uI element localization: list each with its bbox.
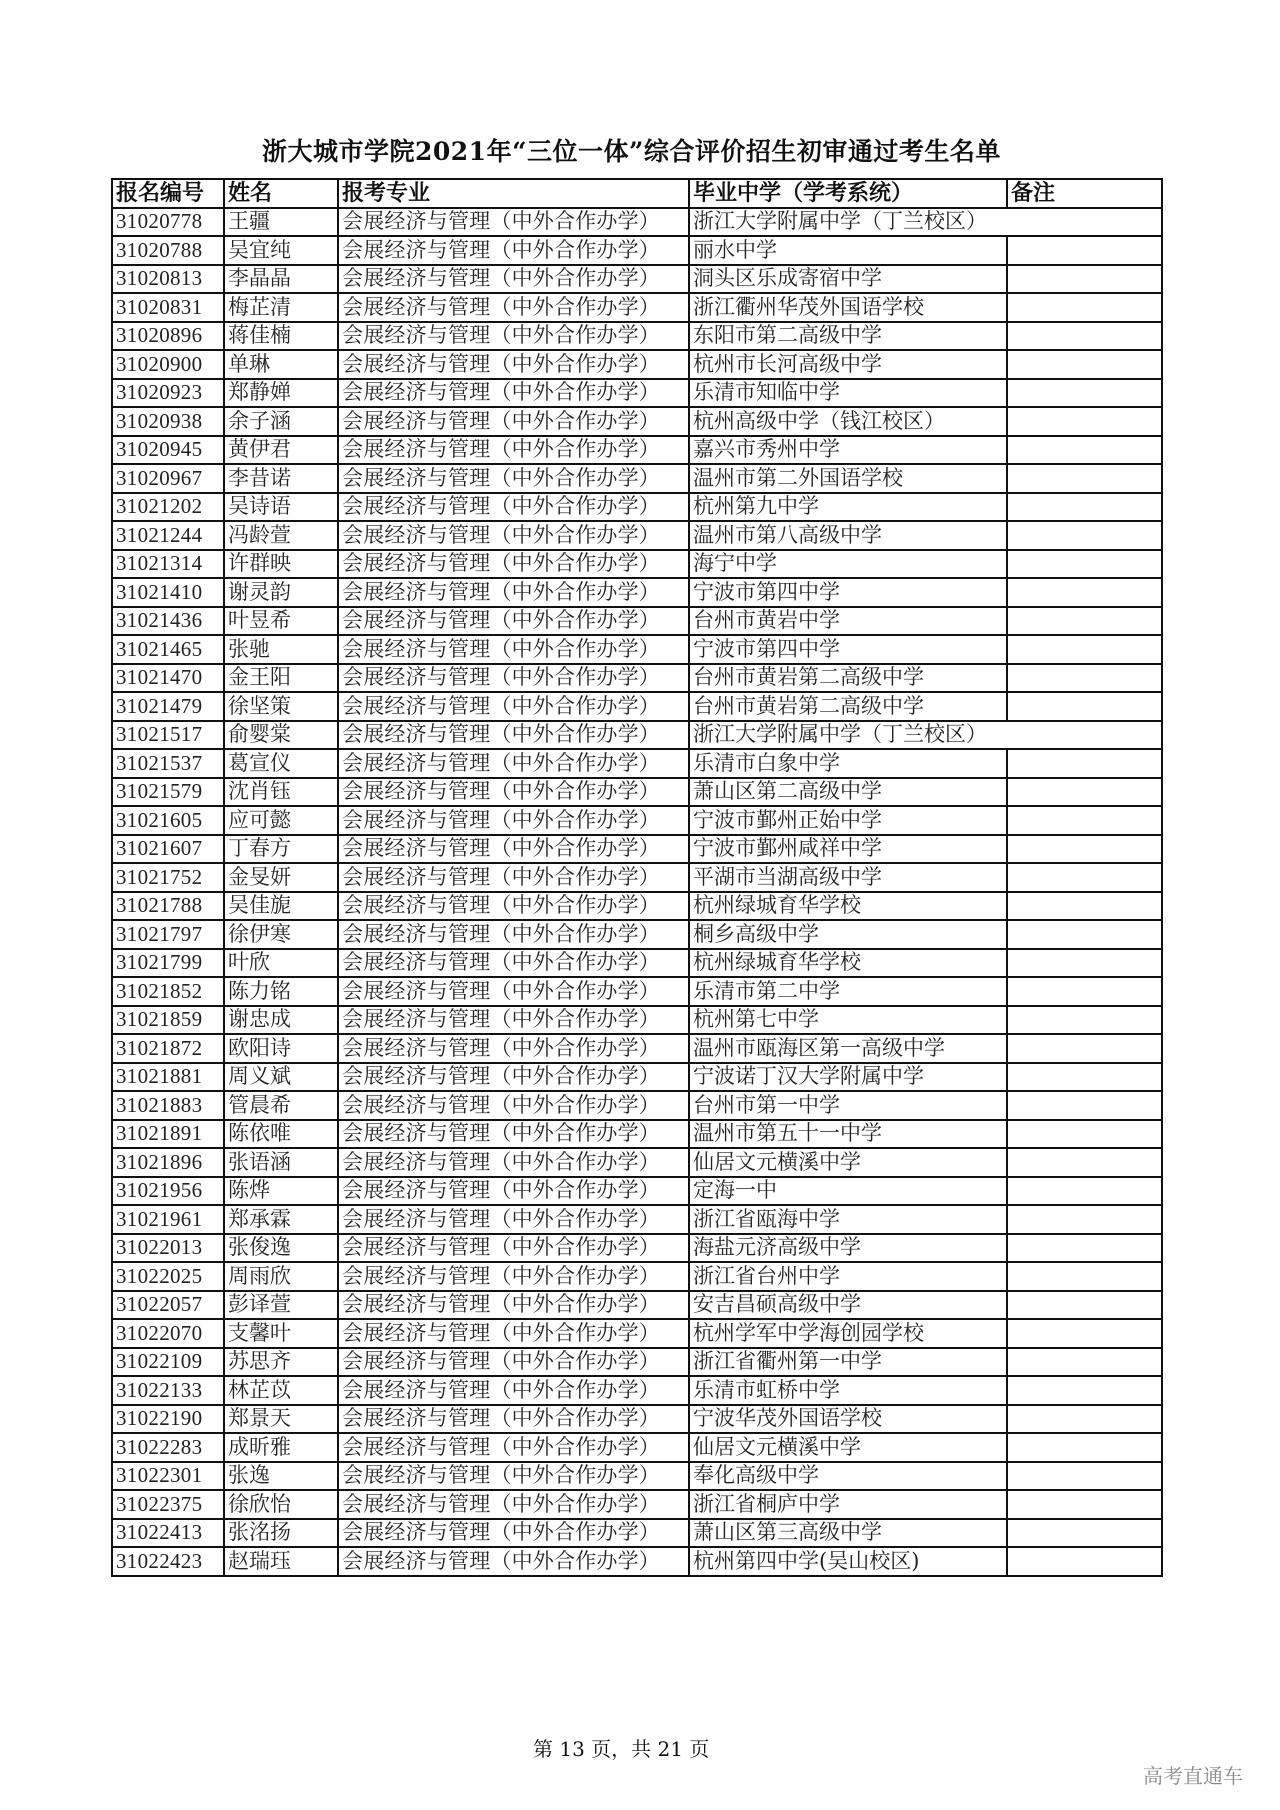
cell-id: 31021881 (112, 1063, 224, 1092)
header-school: 毕业中学（学考系统） (689, 179, 1007, 208)
cell-id: 31021579 (112, 778, 224, 807)
cell-name: 余子涵 (224, 407, 338, 436)
table-row (112, 1205, 1162, 1234)
cell-school: 乐清市知临中学 (689, 379, 1007, 408)
cell-major: 会展经济与管理（中外合作办学） (338, 778, 689, 807)
cell-school: 杭州学军中学海创园学校 (689, 1319, 1007, 1348)
table-row (112, 350, 1162, 379)
cell-id: 31022375 (112, 1490, 224, 1519)
cell-school: 萧山区第三高级中学 (689, 1519, 1007, 1548)
cell-school: 东阳市第二高级中学 (689, 322, 1007, 351)
cell-major: 会展经济与管理（中外合作办学） (338, 607, 689, 636)
cell-id: 31022025 (112, 1262, 224, 1291)
table-row (112, 1177, 1162, 1206)
cell-school: 台州市第一中学 (689, 1091, 1007, 1120)
cell-school: 杭州绿城育华学校 (689, 892, 1007, 921)
cell-remark (1007, 1091, 1162, 1120)
cell-major: 会展经济与管理（中外合作办学） (338, 635, 689, 664)
table-row (112, 1319, 1162, 1348)
cell-remark (1007, 1319, 1162, 1348)
table-row (112, 407, 1162, 436)
cell-major: 会展经济与管理（中外合作办学） (338, 721, 689, 750)
cell-name: 叶欣 (224, 949, 338, 978)
cell-name: 林芷苡 (224, 1376, 338, 1405)
cell-id: 31021410 (112, 578, 224, 607)
cell-major: 会展经济与管理（中外合作办学） (338, 293, 689, 322)
table-row (112, 892, 1162, 921)
cell-id: 31020945 (112, 436, 224, 465)
table-row (112, 977, 1162, 1006)
cell-school: 宁波华茂外国语学校 (689, 1405, 1007, 1434)
cell-school: 温州市瓯海区第一高级中学 (689, 1034, 1007, 1063)
cell-name: 葛宣仪 (224, 749, 338, 778)
cell-major: 会展经济与管理（中外合作办学） (338, 1234, 689, 1263)
cell-id: 31021244 (112, 521, 224, 550)
cell-major: 会展经济与管理（中外合作办学） (338, 493, 689, 522)
cell-school: 平湖市当湖高级中学 (689, 863, 1007, 892)
cell-major: 会展经济与管理（中外合作办学） (338, 236, 689, 265)
cell-remark (1007, 863, 1162, 892)
cell-name: 徐欣怡 (224, 1490, 338, 1519)
table-row (112, 208, 1162, 237)
cell-remark (1007, 1433, 1162, 1462)
table-row (112, 464, 1162, 493)
cell-major: 会展经济与管理（中外合作办学） (338, 1405, 689, 1434)
header-id: 报名编号 (112, 179, 224, 208)
table-row (112, 949, 1162, 978)
cell-school: 定海一中 (689, 1177, 1007, 1206)
cell-remark (1007, 977, 1162, 1006)
table-row (112, 1063, 1162, 1092)
cell-remark (1007, 1034, 1162, 1063)
cell-school: 温州市第五十一中学 (689, 1120, 1007, 1149)
cell-school: 浙江省桐庐中学 (689, 1490, 1007, 1519)
cell-major: 会展经济与管理（中外合作办学） (338, 436, 689, 465)
cell-remark (1007, 835, 1162, 864)
cell-school: 宁波市第四中学 (689, 578, 1007, 607)
table-row (112, 1234, 1162, 1263)
cell-remark (1007, 464, 1162, 493)
cell-school: 海宁中学 (689, 550, 1007, 579)
cell-id: 31022301 (112, 1462, 224, 1491)
cell-id: 31022057 (112, 1291, 224, 1320)
cell-major: 会展经济与管理（中外合作办学） (338, 550, 689, 579)
candidate-table (111, 178, 1163, 1577)
cell-name: 丁春方 (224, 835, 338, 864)
cell-major: 会展经济与管理（中外合作办学） (338, 1348, 689, 1377)
cell-school: 浙江衢州华茂外国语学校 (689, 293, 1007, 322)
table-row (112, 1006, 1162, 1035)
cell-id: 31020967 (112, 464, 224, 493)
cell-name: 赵瑞珏 (224, 1547, 338, 1576)
cell-remark (1007, 892, 1162, 921)
cell-name: 李昔诺 (224, 464, 338, 493)
cell-remark (1007, 236, 1162, 265)
cell-name: 成昕雅 (224, 1433, 338, 1462)
document-title: 浙大城市学院2021年“三位一体”综合评价招生初审通过考生名单 (262, 137, 1001, 166)
cell-remark (1007, 578, 1162, 607)
cell-name: 蒋佳楠 (224, 322, 338, 351)
cell-major: 会展经济与管理（中外合作办学） (338, 1034, 689, 1063)
cell-name: 张洺扬 (224, 1519, 338, 1548)
cell-major: 会展经济与管理（中外合作办学） (338, 1462, 689, 1491)
cell-name: 陈烨 (224, 1177, 338, 1206)
cell-id: 31021752 (112, 863, 224, 892)
cell-name: 郑景天 (224, 1405, 338, 1434)
table-row (112, 1490, 1162, 1519)
cell-name: 黄伊君 (224, 436, 338, 465)
cell-id: 31022013 (112, 1234, 224, 1263)
table-row (112, 578, 1162, 607)
cell-id: 31022423 (112, 1547, 224, 1576)
cell-id: 31020788 (112, 236, 224, 265)
cell-school: 浙江省瓯海中学 (689, 1205, 1007, 1234)
cell-school: 嘉兴市秀州中学 (689, 436, 1007, 465)
cell-major: 会展经济与管理（中外合作办学） (338, 835, 689, 864)
cell-id: 31021956 (112, 1177, 224, 1206)
table-row (112, 1034, 1162, 1063)
watermark: 高考直通车 (1143, 1764, 1243, 1788)
cell-major: 会展经济与管理（中外合作办学） (338, 407, 689, 436)
cell-id: 31022283 (112, 1433, 224, 1462)
cell-id: 31021788 (112, 892, 224, 921)
cell-school: 仙居文元横溪中学 (689, 1433, 1007, 1462)
cell-major: 会展经济与管理（中外合作办学） (338, 1262, 689, 1291)
cell-remark (1007, 322, 1162, 351)
cell-name: 陈力铭 (224, 977, 338, 1006)
cell-id: 31021799 (112, 949, 224, 978)
cell-remark (1007, 1462, 1162, 1491)
table-row (112, 379, 1162, 408)
cell-school: 海盐元济高级中学 (689, 1234, 1007, 1263)
table-row (112, 521, 1162, 550)
table-row (112, 749, 1162, 778)
cell-major: 会展经济与管理（中外合作办学） (338, 521, 689, 550)
table-row (112, 664, 1162, 693)
cell-major: 会展经济与管理（中外合作办学） (338, 1519, 689, 1548)
cell-id: 31021891 (112, 1120, 224, 1149)
table-row (112, 1376, 1162, 1405)
cell-school: 安吉昌硕高级中学 (689, 1291, 1007, 1320)
cell-school: 仙居文元横溪中学 (689, 1148, 1007, 1177)
cell-id: 31021470 (112, 664, 224, 693)
cell-remark (1007, 208, 1162, 237)
table-row (112, 721, 1162, 750)
cell-major: 会展经济与管理（中外合作办学） (338, 1490, 689, 1519)
table-row (112, 835, 1162, 864)
cell-name: 谢灵韵 (224, 578, 338, 607)
table-row (112, 493, 1162, 522)
cell-remark (1007, 1234, 1162, 1263)
cell-school: 乐清市虹桥中学 (689, 1376, 1007, 1405)
cell-name: 管晨希 (224, 1091, 338, 1120)
cell-major: 会展经济与管理（中外合作办学） (338, 379, 689, 408)
cell-remark (1007, 607, 1162, 636)
cell-school: 浙江大学附属中学（丁兰校区） (689, 721, 1007, 750)
cell-school: 浙江省衢州第一中学 (689, 1348, 1007, 1377)
cell-school: 浙江大学附属中学（丁兰校区） (689, 208, 1007, 237)
cell-id: 31021202 (112, 493, 224, 522)
cell-school: 台州市黄岩第二高级中学 (689, 664, 1007, 693)
cell-remark (1007, 293, 1162, 322)
cell-id: 31021797 (112, 920, 224, 949)
cell-major: 会展经济与管理（中外合作办学） (338, 578, 689, 607)
cell-remark (1007, 778, 1162, 807)
cell-school: 宁波市鄞州咸祥中学 (689, 835, 1007, 864)
cell-id: 31022070 (112, 1319, 224, 1348)
cell-id: 31020813 (112, 265, 224, 294)
table-row (112, 1262, 1162, 1291)
cell-name: 冯龄萱 (224, 521, 338, 550)
cell-school: 萧山区第二高级中学 (689, 778, 1007, 807)
header-name: 姓名 (224, 179, 338, 208)
cell-id: 31021436 (112, 607, 224, 636)
cell-remark (1007, 407, 1162, 436)
cell-id: 31020896 (112, 322, 224, 351)
cell-id: 31020831 (112, 293, 224, 322)
cell-remark (1007, 1376, 1162, 1405)
cell-major: 会展经济与管理（中外合作办学） (338, 920, 689, 949)
cell-name: 彭译萱 (224, 1291, 338, 1320)
cell-name: 单琳 (224, 350, 338, 379)
table-row (112, 1547, 1162, 1576)
table-row (112, 236, 1162, 265)
cell-name: 谢忠成 (224, 1006, 338, 1035)
cell-id: 31021896 (112, 1148, 224, 1177)
cell-id: 31020938 (112, 407, 224, 436)
cell-major: 会展经济与管理（中外合作办学） (338, 806, 689, 835)
cell-major: 会展经济与管理（中外合作办学） (338, 749, 689, 778)
cell-major: 会展经济与管理（中外合作办学） (338, 1433, 689, 1462)
cell-school: 杭州市长河高级中学 (689, 350, 1007, 379)
cell-remark (1007, 1291, 1162, 1320)
table-body (112, 208, 1162, 1576)
cell-name: 郑承霖 (224, 1205, 338, 1234)
table-row (112, 322, 1162, 351)
table-row (112, 1433, 1162, 1462)
cell-id: 31021961 (112, 1205, 224, 1234)
table-row (112, 806, 1162, 835)
cell-name: 张俊逸 (224, 1234, 338, 1263)
cell-id: 31022109 (112, 1348, 224, 1377)
cell-major: 会展经济与管理（中外合作办学） (338, 949, 689, 978)
cell-name: 许群映 (224, 550, 338, 579)
cell-major: 会展经济与管理（中外合作办学） (338, 464, 689, 493)
table-row (112, 1348, 1162, 1377)
cell-name: 李晶晶 (224, 265, 338, 294)
cell-name: 陈依唯 (224, 1120, 338, 1149)
cell-major: 会展经济与管理（中外合作办学） (338, 664, 689, 693)
table-row (112, 692, 1162, 721)
cell-remark (1007, 664, 1162, 693)
cell-school: 乐清市第二中学 (689, 977, 1007, 1006)
cell-name: 金旻妍 (224, 863, 338, 892)
cell-school: 杭州第七中学 (689, 1006, 1007, 1035)
table-row (112, 1405, 1162, 1434)
cell-remark (1007, 1547, 1162, 1576)
cell-name: 欧阳诗 (224, 1034, 338, 1063)
cell-major: 会展经济与管理（中外合作办学） (338, 1091, 689, 1120)
table-row (112, 607, 1162, 636)
cell-school: 桐乡高级中学 (689, 920, 1007, 949)
cell-major: 会展经济与管理（中外合作办学） (338, 208, 689, 237)
cell-remark (1007, 350, 1162, 379)
cell-name: 吴佳旎 (224, 892, 338, 921)
cell-id: 31020778 (112, 208, 224, 237)
cell-remark (1007, 635, 1162, 664)
cell-school: 乐清市白象中学 (689, 749, 1007, 778)
cell-major: 会展经济与管理（中外合作办学） (338, 1177, 689, 1206)
cell-remark (1007, 721, 1162, 750)
cell-name: 应可懿 (224, 806, 338, 835)
table-row (112, 920, 1162, 949)
cell-school: 奉化高级中学 (689, 1462, 1007, 1491)
cell-school: 宁波诺丁汉大学附属中学 (689, 1063, 1007, 1092)
cell-remark (1007, 550, 1162, 579)
cell-name: 徐伊寒 (224, 920, 338, 949)
cell-major: 会展经济与管理（中外合作办学） (338, 350, 689, 379)
page-number: 第 13 页，共 21 页 (533, 1737, 710, 1761)
table-header-row (112, 179, 1162, 208)
cell-id: 31020900 (112, 350, 224, 379)
cell-remark (1007, 1205, 1162, 1234)
cell-remark (1007, 1519, 1162, 1548)
cell-major: 会展经济与管理（中外合作办学） (338, 1120, 689, 1149)
cell-name: 沈肖钰 (224, 778, 338, 807)
cell-id: 31021607 (112, 835, 224, 864)
cell-major: 会展经济与管理（中外合作办学） (338, 1148, 689, 1177)
cell-remark (1007, 493, 1162, 522)
cell-name: 张语涵 (224, 1148, 338, 1177)
table-row (112, 778, 1162, 807)
cell-major: 会展经济与管理（中外合作办学） (338, 1376, 689, 1405)
cell-remark (1007, 1120, 1162, 1149)
cell-remark (1007, 920, 1162, 949)
cell-name: 张驰 (224, 635, 338, 664)
cell-name: 金王阳 (224, 664, 338, 693)
cell-id: 31021465 (112, 635, 224, 664)
cell-remark (1007, 1405, 1162, 1434)
table-row (112, 1091, 1162, 1120)
table-row (112, 863, 1162, 892)
cell-name: 郑静婵 (224, 379, 338, 408)
table-row (112, 293, 1162, 322)
cell-school: 浙江省台州中学 (689, 1262, 1007, 1291)
cell-name: 周义斌 (224, 1063, 338, 1092)
cell-remark (1007, 1177, 1162, 1206)
cell-remark (1007, 265, 1162, 294)
cell-school: 温州市第二外国语学校 (689, 464, 1007, 493)
cell-major: 会展经济与管理（中外合作办学） (338, 265, 689, 294)
cell-school: 台州市黄岩第二高级中学 (689, 692, 1007, 721)
cell-school: 洞头区乐成寄宿中学 (689, 265, 1007, 294)
cell-name: 王疆 (224, 208, 338, 237)
cell-id: 31021517 (112, 721, 224, 750)
cell-major: 会展经济与管理（中外合作办学） (338, 692, 689, 721)
cell-name: 支馨叶 (224, 1319, 338, 1348)
cell-school: 宁波市第四中学 (689, 635, 1007, 664)
table-row (112, 265, 1162, 294)
cell-remark (1007, 379, 1162, 408)
cell-name: 徐坚策 (224, 692, 338, 721)
cell-school: 杭州绿城育华学校 (689, 949, 1007, 978)
cell-major: 会展经济与管理（中外合作办学） (338, 1291, 689, 1320)
cell-id: 31021479 (112, 692, 224, 721)
table-row (112, 1519, 1162, 1548)
cell-major: 会展经济与管理（中外合作办学） (338, 1547, 689, 1576)
cell-id: 31021883 (112, 1091, 224, 1120)
cell-major: 会展经济与管理（中外合作办学） (338, 1063, 689, 1092)
cell-id: 31021605 (112, 806, 224, 835)
cell-school: 杭州高级中学（钱江校区） (689, 407, 1007, 436)
cell-remark (1007, 806, 1162, 835)
table-row (112, 1291, 1162, 1320)
cell-remark (1007, 1148, 1162, 1177)
cell-remark (1007, 949, 1162, 978)
cell-name: 俞婴棠 (224, 721, 338, 750)
cell-name: 苏思齐 (224, 1348, 338, 1377)
cell-name: 叶昱希 (224, 607, 338, 636)
cell-school: 杭州第四中学(吴山校区) (689, 1547, 1007, 1576)
cell-school: 温州市第八高级中学 (689, 521, 1007, 550)
cell-remark (1007, 436, 1162, 465)
cell-name: 吴诗语 (224, 493, 338, 522)
cell-id: 31022190 (112, 1405, 224, 1434)
cell-id: 31020923 (112, 379, 224, 408)
cell-school: 宁波市鄞州正始中学 (689, 806, 1007, 835)
header-remark: 备注 (1007, 179, 1162, 208)
table-row (112, 635, 1162, 664)
cell-id: 31021859 (112, 1006, 224, 1035)
cell-remark (1007, 749, 1162, 778)
cell-remark (1007, 1262, 1162, 1291)
table-row (112, 1120, 1162, 1149)
cell-major: 会展经济与管理（中外合作办学） (338, 863, 689, 892)
cell-id: 31021872 (112, 1034, 224, 1063)
cell-remark (1007, 1348, 1162, 1377)
table-row (112, 436, 1162, 465)
cell-remark (1007, 692, 1162, 721)
cell-name: 梅芷清 (224, 293, 338, 322)
cell-remark (1007, 1006, 1162, 1035)
cell-major: 会展经济与管理（中外合作办学） (338, 1205, 689, 1234)
cell-major: 会展经济与管理（中外合作办学） (338, 1006, 689, 1035)
cell-name: 张逸 (224, 1462, 338, 1491)
table-row (112, 1148, 1162, 1177)
cell-school: 丽水中学 (689, 236, 1007, 265)
cell-school: 杭州第九中学 (689, 493, 1007, 522)
cell-school: 台州市黄岩中学 (689, 607, 1007, 636)
cell-remark (1007, 521, 1162, 550)
header-major: 报考专业 (338, 179, 689, 208)
cell-major: 会展经济与管理（中外合作办学） (338, 977, 689, 1006)
cell-id: 31021537 (112, 749, 224, 778)
cell-remark (1007, 1490, 1162, 1519)
cell-id: 31021314 (112, 550, 224, 579)
cell-major: 会展经济与管理（中外合作办学） (338, 892, 689, 921)
table-row (112, 550, 1162, 579)
cell-name: 周雨欣 (224, 1262, 338, 1291)
cell-id: 31022133 (112, 1376, 224, 1405)
cell-major: 会展经济与管理（中外合作办学） (338, 1319, 689, 1348)
cell-major: 会展经济与管理（中外合作办学） (338, 322, 689, 351)
cell-id: 31021852 (112, 977, 224, 1006)
table-row (112, 1462, 1162, 1491)
cell-id: 31022413 (112, 1519, 224, 1548)
cell-remark (1007, 1063, 1162, 1092)
cell-name: 吴宜纯 (224, 236, 338, 265)
